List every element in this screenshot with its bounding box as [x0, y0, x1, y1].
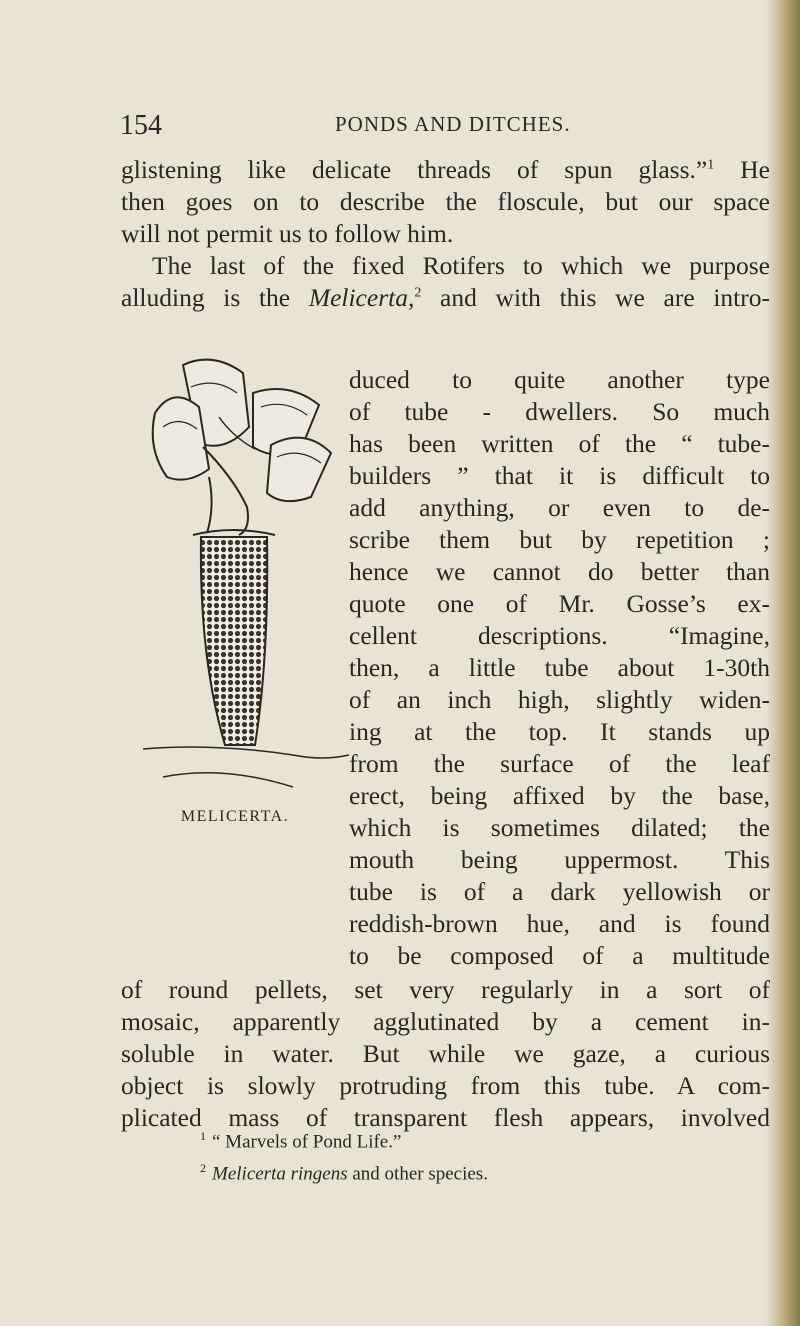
figure-caption: MELICERTA. [180, 808, 290, 825]
text-line: add anything, or even to de- [349, 493, 770, 522]
text-line: which is sometimes dilated; the [349, 813, 770, 842]
text-line: glistening like delicate threads of spun glass.”$^1$ He [121, 155, 770, 184]
text-line: alluding is the Melicerta,$^2$ and with this we are intro- [121, 283, 771, 312]
species-name: Melicerta ringens [212, 1163, 348, 1185]
text-line: has been written of the “ tube- [349, 429, 770, 458]
text-line: quote one of Mr. Gosse’s ex- [349, 589, 770, 618]
text-line: soluble in water. But while we gaze, a curious [121, 1039, 770, 1068]
text-line: of tube - dwellers. So much [349, 397, 770, 426]
text-line: will not permit us to follow him. [121, 219, 454, 248]
footnote-1 [200, 1123, 720, 1155]
footnote-mark: 2 [200, 1161, 206, 1176]
text-line: cellent descriptions. “Imagine, [349, 621, 770, 650]
page-edge-shadow [766, 0, 800, 1326]
melicerta-illustration [143, 357, 349, 800]
text-line: mosaic, apparently agglutinated by a cement in- [121, 1007, 770, 1036]
text-line: The last of the fixed Rotifers to which we purpose [152, 251, 770, 280]
bottom-paragraph [121, 974, 770, 1134]
text-line: then goes on to describe the floscule, but our space [121, 187, 770, 216]
footnote-text: and other species. [347, 1163, 488, 1185]
footnotes [200, 1123, 720, 1188]
text-line: erect, being affixed by the base, [349, 781, 770, 810]
text-line: tube is of a dark yellowish or [349, 877, 770, 906]
wrapped-paragraph [349, 364, 770, 972]
genus-name: Melicerta, [308, 283, 415, 312]
page-header [120, 110, 770, 140]
text-line: plicated mass of transparent flesh appears, involved [121, 1103, 770, 1132]
text-line: duced to quite another type [349, 365, 770, 394]
text-line: then, a little tube about 1-30th [349, 653, 770, 682]
text-line: of round pellets, set very regularly in a sort of [121, 975, 770, 1004]
text-line: scribe them but by repetition ; [349, 525, 770, 554]
text-line: builders ” that it is difficult to [349, 461, 770, 490]
text-line: object is slowly protruding from this tube. A com- [121, 1071, 770, 1100]
running-head: PONDS AND DITCHES. [335, 112, 571, 136]
text-line: hence we cannot do better than [349, 557, 770, 586]
footnote-mark: 1 [200, 1129, 206, 1143]
top-paragraphs [121, 154, 770, 314]
footnote-ref: 1 [707, 157, 715, 173]
text-line: ing at the top. It stands up [349, 717, 770, 746]
footnote-ref: 2 [414, 285, 422, 301]
page-number: 154 [120, 110, 162, 141]
footnote-text: “ Marvels of Pond Life.” [212, 1131, 402, 1153]
text-line: mouth being uppermost. This [349, 845, 770, 874]
footnote-2 [200, 1155, 720, 1187]
text-line: to be composed of a multitude [349, 941, 770, 970]
text-line: from the surface of the leaf [349, 749, 770, 778]
text-line: of an inch high, slightly widen- [349, 685, 770, 714]
text-line: reddish-brown hue, and is found [349, 909, 770, 938]
